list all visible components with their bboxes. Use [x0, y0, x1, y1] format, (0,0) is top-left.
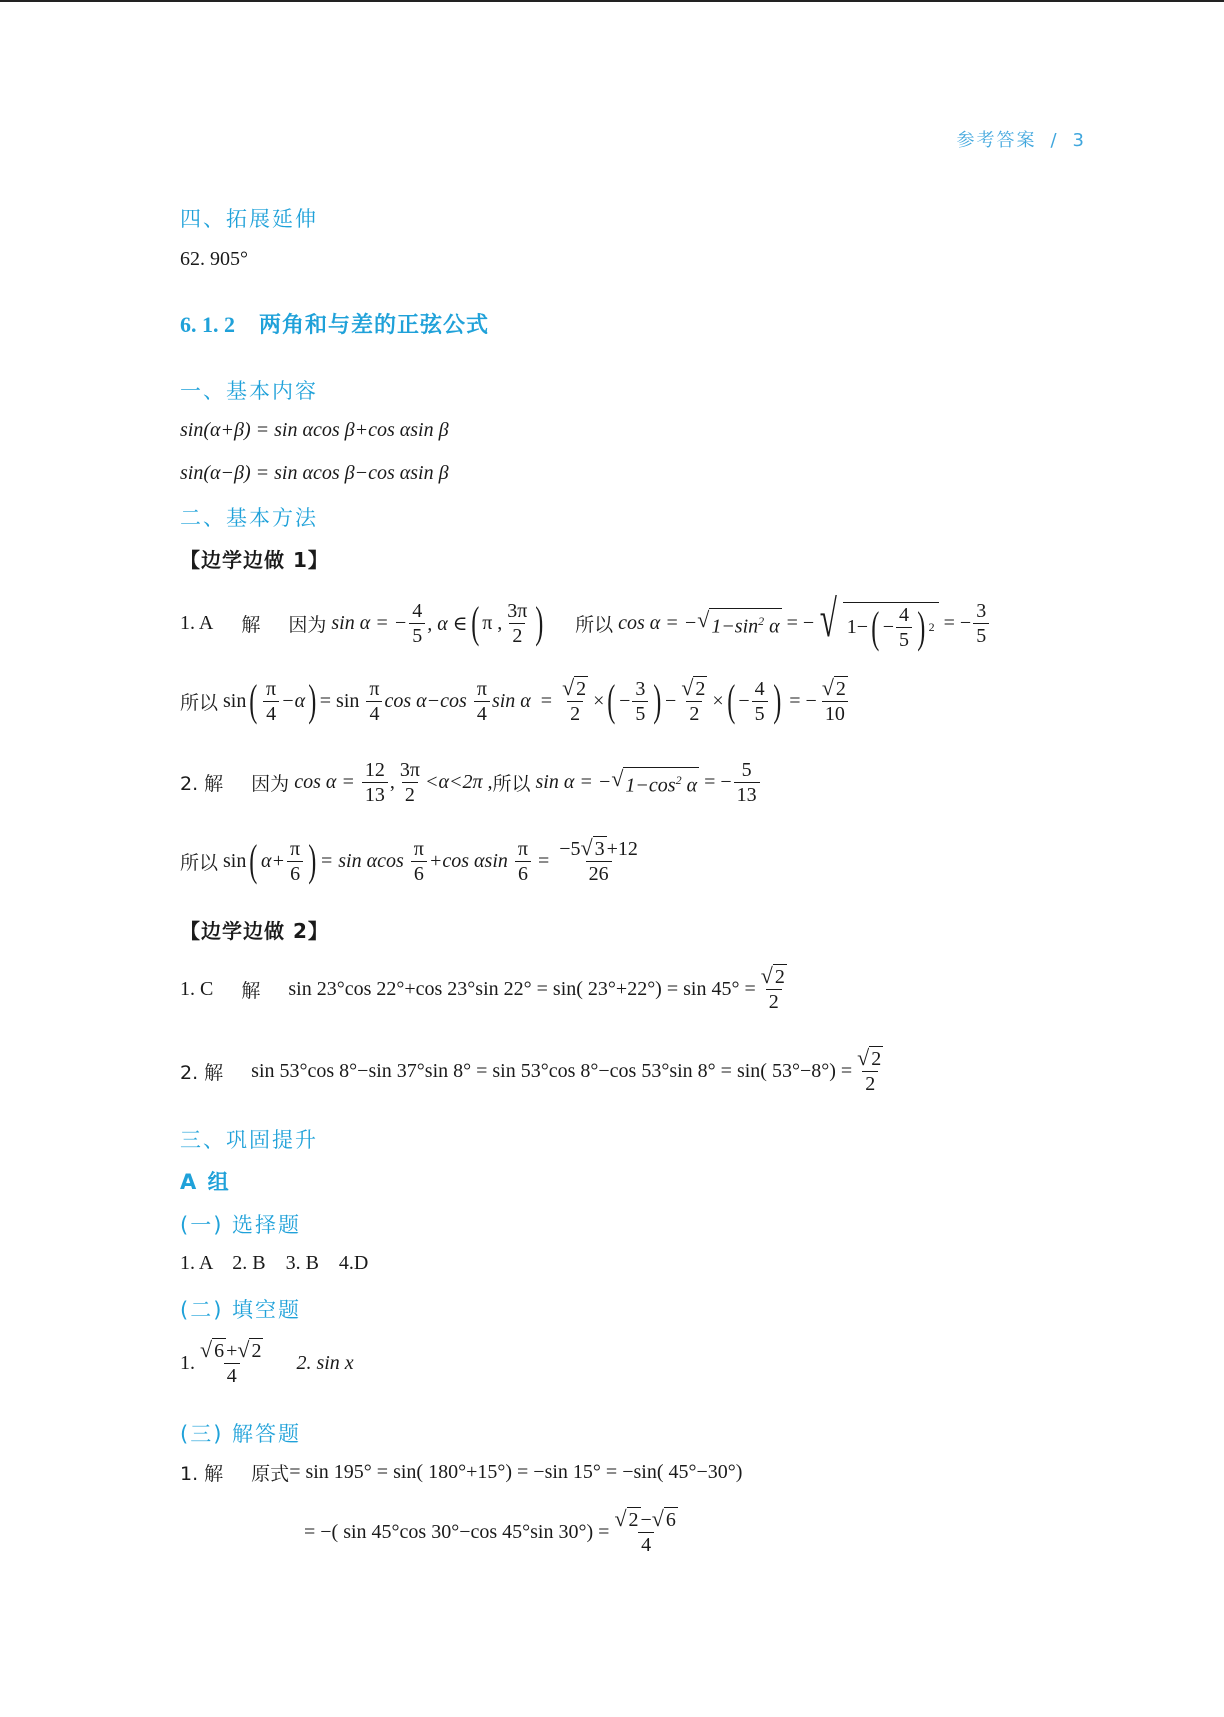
- q1-therefore: 所以: [575, 613, 614, 636]
- practice-1-tag: 【边学边做 1】: [180, 548, 329, 572]
- practice1-q1-line1: 1. A 解 因为 sin α = − $\frac{4}{5}$ , α ∈ ( π , $\frac{3\pi}{2}$ ) 所以 cos α = − √ $1-\sin^2$ α = − √ 1− ( − $\frac{4}{5}$ ) 2 = − $\frac{3}{5}$: [180, 594, 1100, 652]
- group-a-heading: A 组: [180, 1170, 231, 1194]
- practice1-q1-line2: 所以 sin ( $\frac{\pi}{4}$ −α ) = sin $\frac{\pi}{4}$ cos α−cos $\frac{\pi}{4}$ sin α = √ 2 2 × ( − $\frac{3}{5}$ ) − √ 2 2 × ( − $\frac{4}{5}$ ) = − √ 2 10: [180, 675, 846, 725]
- solve-yuanshi: 原式: [251, 1463, 290, 1485]
- fraction: $\frac{4}{5}$: [409, 599, 425, 648]
- p2-q1-expr: sin 23°cos 22°+cos 23°sin 22° = sin( 23°+22°) = sin 45° =: [288, 977, 756, 1000]
- practice-2-tag: 【边学边做 2】: [180, 919, 329, 943]
- practice1-q2-line1: 2. 解 因为 cos α = $\frac{12}{13}$ , $\frac{3\pi}{2}$ <α<2π , 所以 sin α = − √ $1-\cos^2$ α = − $\frac{5}{13}$: [180, 758, 1100, 807]
- fill-2: 2. sin x: [296, 1351, 354, 1374]
- fraction: $\frac{3}{5}$: [973, 599, 989, 648]
- p2-q2-expr: sin 53°cos 8°−sin 37°sin 8° = sin 53°cos 8°−cos 53°sin 8° = sin( 53°−8°) =: [251, 1059, 853, 1082]
- q2-therefore-2: 所以: [180, 851, 219, 874]
- q2-because: 因为: [251, 773, 290, 795]
- practice2-q1: 1. C 解 sin 23°cos 22°+cos 23°sin 22° = sin( 23°+22°) = sin 45° = √ 2 2: [180, 963, 785, 1013]
- formula-sum: sin(α+β) = sin αcos β+cos αsin β: [180, 419, 449, 441]
- page-number: 3: [1072, 130, 1086, 151]
- q1-jie: 解: [241, 613, 261, 636]
- q1-therefore-2: 所以: [180, 691, 219, 714]
- fill-heading: (二) 填空题: [180, 1298, 302, 1322]
- q1-because: 因为: [288, 613, 327, 636]
- choice-answers: 1. A 2. B 3. B 4.D: [180, 1252, 369, 1274]
- consolidate-heading: 三、巩固提升: [180, 1128, 318, 1152]
- basic-method-heading: 二、基本方法: [180, 506, 318, 530]
- formula-diff: sin(α−β) = sin αcos β−cos αsin β: [180, 462, 449, 484]
- page-header: [956, 126, 1086, 152]
- q2-label: 2. 解: [180, 773, 224, 795]
- extension-answer: 62. 905°: [180, 248, 248, 270]
- solve-heading: (三) 解答题: [180, 1422, 302, 1446]
- choice-heading: (一) 选择题: [180, 1213, 302, 1237]
- practice1-q2-line2: 所以 sin ( α+ $\frac{\pi}{6}$ ) = sin αcos $\frac{\pi}{6}$ +cos αsin $\frac{\pi}{6}$ = −5 √ 3 +12 26: [180, 835, 638, 885]
- sqrt-expr: √ $1-\sin^2$ α: [697, 606, 780, 638]
- fill-answers: 1. √ 6 + √ 2 4 2. sin x: [180, 1337, 354, 1387]
- practice2-q2: 2. 解 sin 53°cos 8°−sin 37°sin 8° = sin 53°cos 8°−cos 53°sin 8° = sin( 53°−8°) = √ 2 2: [180, 1045, 882, 1095]
- extension-heading: 四、拓展延伸: [180, 207, 318, 231]
- top-rule: [0, 0, 1224, 2]
- sqrt-expr: √ 1− ( − $\frac{4}{5}$ ) 2: [814, 594, 938, 652]
- section-title: [180, 308, 1100, 339]
- solve-label: 1. 解: [180, 1463, 224, 1485]
- p2-q2-label: 2. 解: [180, 1061, 224, 1084]
- q1-label: 1. A: [180, 611, 214, 634]
- solve-expr2: = −( sin 45°cos 30°−cos 45°sin 30°) =: [304, 1520, 610, 1543]
- p2-q1-jie: 解: [241, 979, 261, 1002]
- solve-expr1: = sin 195° = sin( 180°+15°) = −sin 15° = −sin( 45°−30°): [289, 1461, 743, 1483]
- header-title: 参考答案: [956, 130, 1037, 151]
- q2-therefore: 所以: [492, 773, 531, 795]
- p2-q1-label: 1. C: [180, 977, 214, 1000]
- basic-content-heading: 一、基本内容: [180, 379, 318, 403]
- fraction: $\frac{3\pi}{2}$: [507, 599, 528, 647]
- solve-line1: [180, 1459, 1100, 1486]
- section-name: 两角和与差的正弦公式: [259, 313, 490, 338]
- header-separator: /: [1050, 130, 1059, 151]
- section-number: 6. 1. 2: [180, 312, 235, 337]
- solve-line2: = −( sin 45°cos 30°−cos 45°sin 30°) = √ 2 − √ 6 4: [304, 1506, 676, 1556]
- fill-1-label: 1.: [180, 1351, 195, 1374]
